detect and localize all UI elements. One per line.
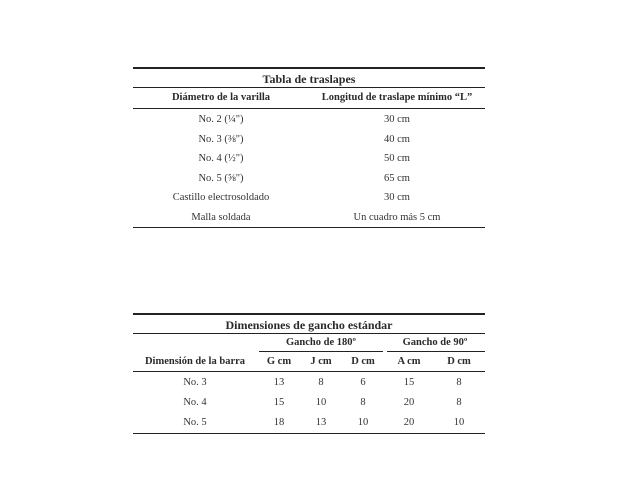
cell-bar: No. 3	[183, 377, 207, 388]
cell-bar: No. 4 (½")	[198, 153, 244, 164]
cell-a: 15	[403, 377, 415, 388]
header-bar-dimension: Dimensión de la barra	[144, 356, 246, 367]
cell-bar: No. 2 (¼")	[198, 114, 244, 125]
table-header	[133, 352, 485, 371]
cell-bar: No. 5 (⅝")	[198, 172, 244, 184]
table-title: Dimensiones de gancho estándar	[225, 318, 393, 332]
cell-d-180: 6	[360, 377, 366, 388]
cell-bar: Castillo electrosoldado	[172, 192, 270, 203]
cell-length: 40 cm	[384, 133, 410, 145]
bottom-rule	[133, 227, 485, 228]
table-row	[133, 413, 485, 433]
cell-length: Un cuadro más 5 cm	[353, 211, 441, 223]
hook-dimensions-table	[133, 313, 485, 434]
table-row	[133, 373, 485, 393]
header-a: A cm	[397, 356, 421, 367]
cell-d-180: 8	[360, 397, 366, 408]
cell-a: 20	[403, 397, 415, 408]
table-row	[133, 149, 485, 169]
cell-j: 8	[318, 377, 324, 388]
table-row	[133, 130, 485, 150]
bottom-rule	[133, 433, 485, 434]
table-row	[133, 169, 485, 189]
cell-a: 20	[403, 417, 415, 428]
cell-length: 65 cm	[384, 172, 410, 184]
cell-d-180: 10	[357, 417, 369, 428]
table-title: Tabla de traslapes	[262, 72, 356, 86]
group-hook-180: Gancho de 180º	[286, 337, 356, 348]
cell-bar: No. 5	[183, 417, 207, 428]
group-spacer	[133, 334, 257, 351]
cell-bar: No. 3 (⅜")	[198, 133, 244, 145]
cell-g: 13	[273, 377, 285, 388]
header-d-180: D cm	[351, 356, 375, 367]
table-body	[133, 372, 485, 433]
header-g: G cm	[266, 356, 292, 367]
cell-length: 50 cm	[384, 153, 410, 164]
cell-j: 10	[315, 397, 327, 408]
cell-d-90: 10	[453, 417, 465, 428]
cell-length: 30 cm	[384, 192, 410, 203]
group-hook-90: Gancho de 90º	[402, 337, 468, 348]
cell-length: 30 cm	[384, 114, 410, 125]
cell-d-90: 8	[456, 397, 462, 408]
cell-g: 18	[273, 417, 285, 428]
group-header	[133, 334, 485, 351]
table-row	[133, 208, 485, 228]
cell-bar: Malla soldada	[191, 211, 251, 223]
header-d-90: D cm	[447, 356, 471, 367]
table-row	[133, 110, 485, 130]
header-j: J cm	[310, 356, 332, 367]
header-bar-diameter: Diámetro de la varilla	[171, 92, 271, 103]
cell-d-90: 8	[456, 377, 462, 388]
table-row	[133, 393, 485, 413]
cell-g: 15	[273, 397, 285, 408]
table-body	[133, 109, 485, 227]
header-lap-length: Longitud de traslape mínimo “L”	[321, 92, 473, 103]
table-row	[133, 188, 485, 208]
cell-j: 13	[315, 417, 327, 428]
table-header	[133, 88, 485, 108]
cell-bar: No. 4	[183, 397, 207, 408]
lap-splice-table	[133, 67, 485, 228]
